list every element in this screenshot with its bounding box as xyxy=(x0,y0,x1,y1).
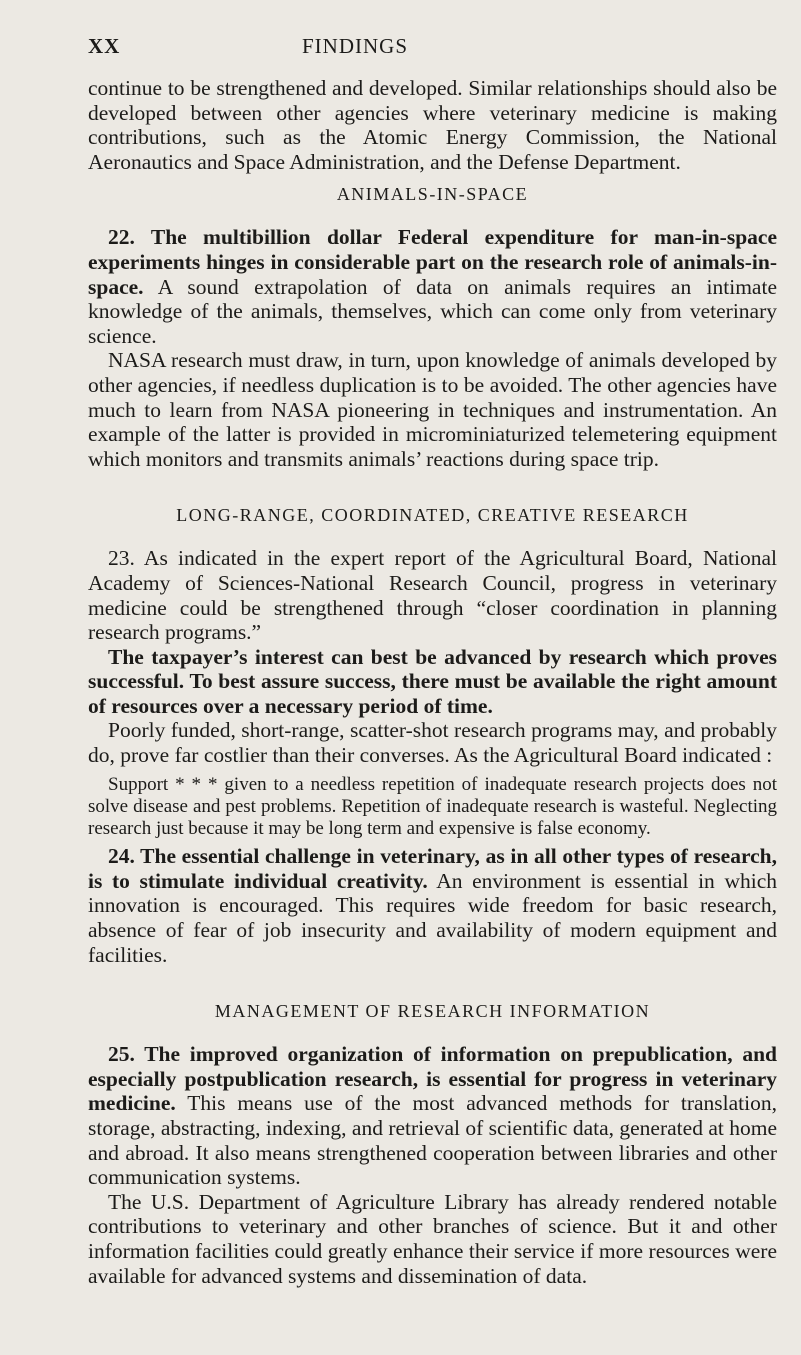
paragraph-23: 23. As indicated in the expert report of the Agricultural Board, National Academy of Sciences-National Research Council, progress in veterinary medicine could be strengthened through “closer coordination in planning research programs.” xyxy=(88,546,777,645)
section-heading-information: MANAGEMENT OF RESEARCH INFORMATION xyxy=(214,1001,651,1022)
paragraph-24 xyxy=(88,844,777,967)
paragraph-22 xyxy=(88,225,777,348)
paragraph-23-continued: Poorly funded, short-range, scatter-shot research programs may, and probably do, prove far costlier than their converses. As the Agricultural Board indicated : xyxy=(88,718,777,768)
page-number: XX xyxy=(88,34,121,58)
paragraph-25-lead: 25. The improved organization of information on prepublication, and especially postpublication research, is essential for progress in veterinary medicine. xyxy=(88,1042,777,1116)
paragraph-22-body: A sound extrapolation of data on animals requires an intimate knowledge of the animals, themselves, which can come only from veterinary science. xyxy=(88,274,777,348)
paragraph-24-lead: 24. The essential challenge in veterinary, as in all other types of research, is to stimulate individual creativity. xyxy=(88,844,777,893)
paragraph-25-continued: The U.S. Department of Agriculture Library has already rendered notable contributions to veterinary and other branches of science. But it and other information facilities could greatly enhance their service if more resources were available for advanced systems and dissemination of data. xyxy=(88,1189,777,1288)
paragraph-25 xyxy=(88,1042,777,1190)
section-heading-animals-in-space: ANIMALS-IN-SPACE xyxy=(336,184,529,205)
running-head-title: FINDINGS xyxy=(302,34,409,58)
paragraph-22-continued: NASA research must draw, in turn, upon knowledge of animals developed by other agencies, if needless duplication is to be avoided. The other agencies have much to learn from NASA pioneering in techniques and instrumentation. An example of the latter is provided in microminiaturized telemetering equipment which monitors and transmits animals’ reactions during space trip. xyxy=(88,348,777,471)
paragraph-24-body: An environment is essential in which innovation is encouraged. This requires wide freedom for basic research, absence of fear of job insecurity and availability of modern equipment and facilities. xyxy=(88,868,777,967)
paragraph-25-body: This means use of the most advanced methods for translation, storage, abstracting, indexing, and retrieval of scientific data, generated at home and abroad. It also means strengthened cooperation between libraries and other communication systems. xyxy=(88,1091,777,1190)
continuation-paragraph: continue to be strengthened and developed. Similar relationships should also be developed between other agencies where veterinary medicine is making contributions, such as the Atomic Energy Commission, the National Aeronautics and Space Administration, and the Defense Department. xyxy=(88,76,777,174)
paragraph-23-bold: The taxpayer’s interest can best be advanced by research which proves successful. To best assure success, there must be available the right amount of resources over a necessary period of time. xyxy=(88,644,777,718)
section-heading-research: LONG-RANGE, COORDINATED, CREATIVE RESEARCH xyxy=(176,505,689,526)
block-quote: Support * * * given to a needless repetition of inadequate research projects does not solve disease and pest problems. Repetition of inadequate research is wasteful. Neglecting research just because it may be long term and expensive is false economy. xyxy=(88,773,777,840)
paragraph-22-lead: 22. The multibillion dollar Federal expenditure for man-in-space experiments hinges in considerable part on the research role of animals-in-space. xyxy=(88,225,777,299)
running-head xyxy=(88,0,777,76)
